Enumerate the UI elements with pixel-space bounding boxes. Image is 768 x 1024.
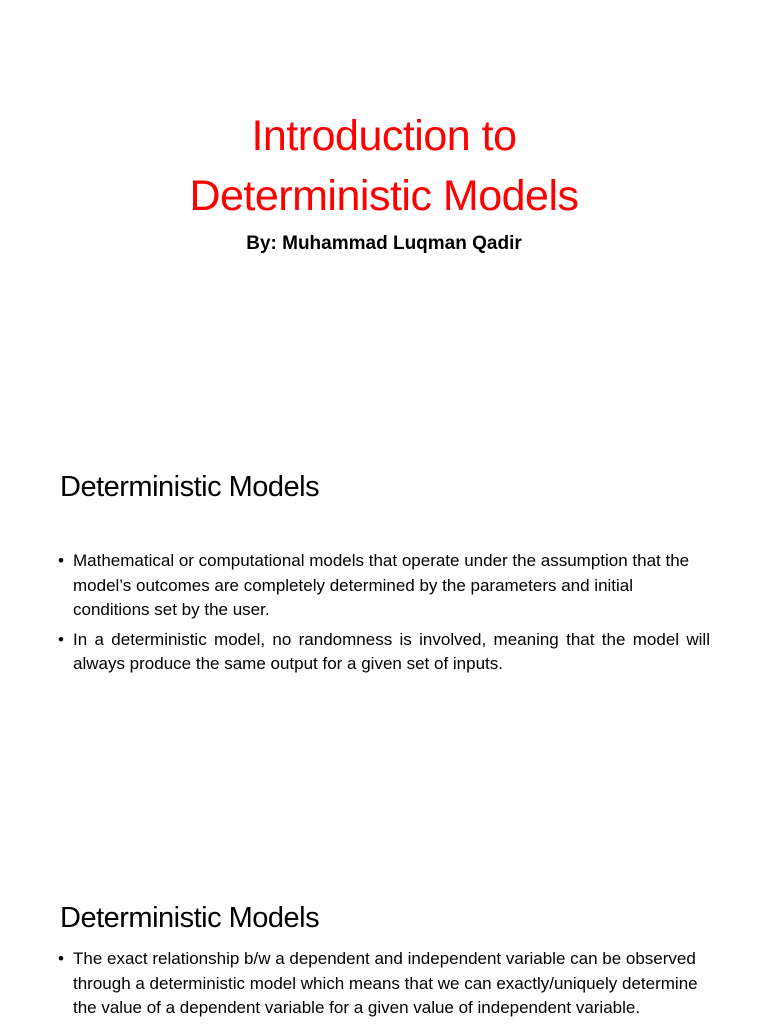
slide-title-line-2: Deterministic Models bbox=[189, 172, 579, 220]
slide-heading: Deterministic Models bbox=[60, 471, 320, 503]
slide-title-line-1: Introduction to bbox=[251, 112, 517, 160]
bullet-text: In a deterministic model, no randomness is involved, meaning that the model will always produce the same output for a given set of inputs. bbox=[73, 629, 710, 673]
content-slide-1 bbox=[0, 420, 768, 840]
slide-heading: Deterministic Models bbox=[60, 902, 320, 934]
bullet-icon: • bbox=[58, 949, 64, 968]
slide-title bbox=[0, 106, 768, 226]
bullet-item bbox=[58, 628, 710, 677]
bullet-icon: • bbox=[58, 629, 64, 649]
bullet-text: Mathematical or computational models that operate under the assumption that the model’s outcomes are completely determined by the parameters and initial conditions set by the user. bbox=[73, 551, 690, 619]
content-slide-2 bbox=[0, 840, 768, 1024]
bullet-list bbox=[58, 549, 710, 682]
bullet-list bbox=[58, 947, 710, 1024]
bullet-item bbox=[58, 947, 710, 1021]
author-subtitle: By: Muhammad Luqman Qadir bbox=[246, 233, 522, 254]
bullet-item bbox=[58, 549, 710, 623]
bullet-text: The exact relationship b/w a dependent and independent variable can be observed through a deterministic model which means that we can exactly/uniquely determine the value of a dependent variable for a given value of independent variable. bbox=[73, 949, 698, 1017]
bullet-icon: • bbox=[58, 551, 64, 570]
title-slide bbox=[0, 0, 768, 420]
